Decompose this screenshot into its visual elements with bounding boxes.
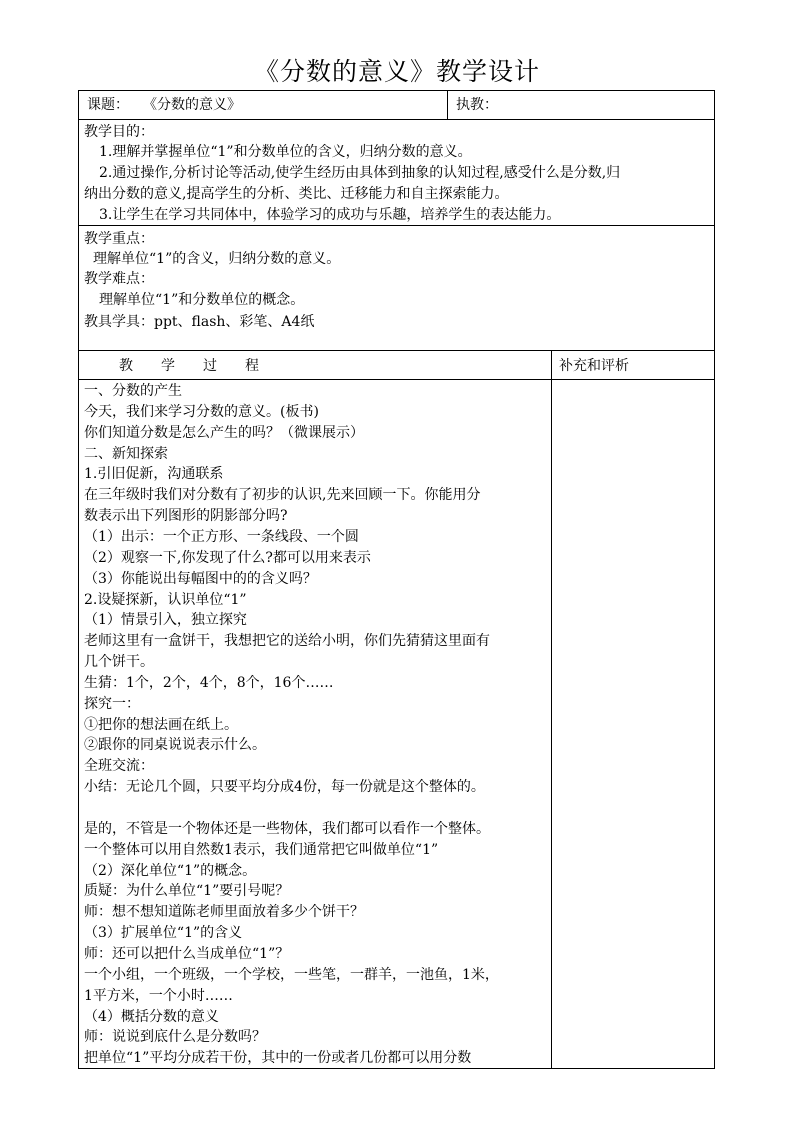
process-line: 生猜：1个，2个，4个，8个，16个…… [84, 674, 334, 691]
process-line: 一、分数的产生 [84, 383, 182, 399]
process-line: 几个饼干。 [84, 654, 154, 671]
process-line: 师：还可以把什么当成单位“1”？ [84, 945, 290, 962]
teacher-label: 执教： [456, 97, 498, 113]
process-column-header: 教 学 过 程 [119, 358, 259, 374]
process-line: 二、新知探索 [84, 445, 168, 462]
process-line: 今天，我们来学习分数的意义。(板书) [84, 403, 319, 420]
difficulty-heading: 教学难点： [84, 271, 154, 287]
objective-3: 3.让学生在学习共同体中，体验学习的成功与乐趣，培养学生的表达能力。 [99, 207, 561, 223]
process-line: 在三年级时我们对分数有了初步的认识,先来回顾一下。你能用分 [84, 487, 481, 504]
process-line: 一个小组，一个班级，一个学校，一些笔，一群羊，一池鱼，1米， [84, 966, 499, 983]
process-line: （1）出示：一个正方形、一条线段、一个圆 [84, 528, 359, 545]
process-line: 老师这里有一盒饼干，我想把它的送给小明，你们先猜猜这里面有 [84, 633, 490, 650]
column-divider-top [551, 351, 552, 379]
process-line: 一个整体可以用自然数1表示，我们通常把它叫做单位“1” [84, 841, 439, 858]
document-title: 《分数的意义》教学设计 [253, 57, 540, 86]
process-line: （3）你能说出每幅图中的的含义吗？ [84, 570, 317, 587]
topic-label: 课题： [87, 97, 129, 113]
difficulty-text: 理解单位“1”和分数单位的概念。 [99, 292, 305, 308]
key-text: 理解单位“1”的含义，归纳分数的意义。 [93, 251, 341, 267]
process-line: 小结：无论几个圆，只要平均分成4份，每一份就是这个整体的。 [84, 779, 485, 796]
objectives-heading: 教学目的： [84, 124, 154, 140]
column-header-row [78, 350, 715, 380]
objective-2a: 2.通过操作,分析讨论等活动,使学生经历由具体到抽象的认知过程,感受什么是分数,归 [99, 165, 621, 181]
key-heading: 教学重点： [84, 231, 154, 247]
process-line: 把单位“1”平均分成若干份，其中的一份或者几份都可以用分数 [84, 1050, 472, 1067]
process-line: 质疑：为什么单位“1”要引号呢？ [84, 883, 290, 900]
process-line: 是的，不管是一个物体还是一些物体，我们都可以看作一个整体。 [84, 820, 490, 837]
process-line: ②跟你的同桌说说表示什么。 [84, 737, 266, 754]
process-line: 探究一： [84, 695, 140, 712]
process-line: 全班交流： [84, 758, 154, 775]
process-line: 你们知道分数是怎么产生的吗？（微课展示） [84, 424, 364, 441]
header-divider [447, 91, 448, 119]
process-body [78, 379, 715, 1069]
process-line: ①把你的想法画在纸上。 [84, 716, 238, 733]
process-line: 数表示出下列图形的阴影部分吗? [84, 508, 288, 525]
process-line: （2）深化单位“1”的概念。 [84, 862, 257, 879]
objective-2b: 纳出分数的意义,提高学生的分析、类比、迁移能力和自主探索能力。 [84, 186, 509, 202]
process-line: 师：说说到底什么是分数吗？ [84, 1029, 266, 1046]
objectives-section [78, 119, 715, 226]
process-line: 师：想不想知道陈老师里面放着多少个饼干？ [84, 904, 364, 921]
process-line: 1平方米，一个小时…… [84, 987, 233, 1004]
focus-section [78, 225, 715, 351]
tools-text: 教具学具：ppt、flash、彩笔、A4纸 [84, 314, 315, 330]
notes-column-header: 补充和评析 [559, 358, 629, 374]
column-divider-body [551, 380, 552, 1068]
process-line: （1）情景引入，独立探究 [84, 612, 247, 629]
topic-value: 《分数的意义》 [143, 97, 241, 113]
process-line: （2）观察一下,你发现了什么?都可以用来表示 [84, 549, 371, 566]
process-line: 2.设疑探新，认识单位“1” [84, 591, 247, 608]
header-row [78, 90, 715, 120]
process-line: （4）概括分数的意义 [84, 1008, 219, 1025]
objective-1: 1.理解并掌握单位“1”和分数单位的含义，归纳分数的意义。 [99, 144, 472, 160]
process-line: （3）扩展单位“1”的含义 [84, 925, 243, 942]
process-line: 1.引旧促新，沟通联系 [84, 466, 224, 483]
